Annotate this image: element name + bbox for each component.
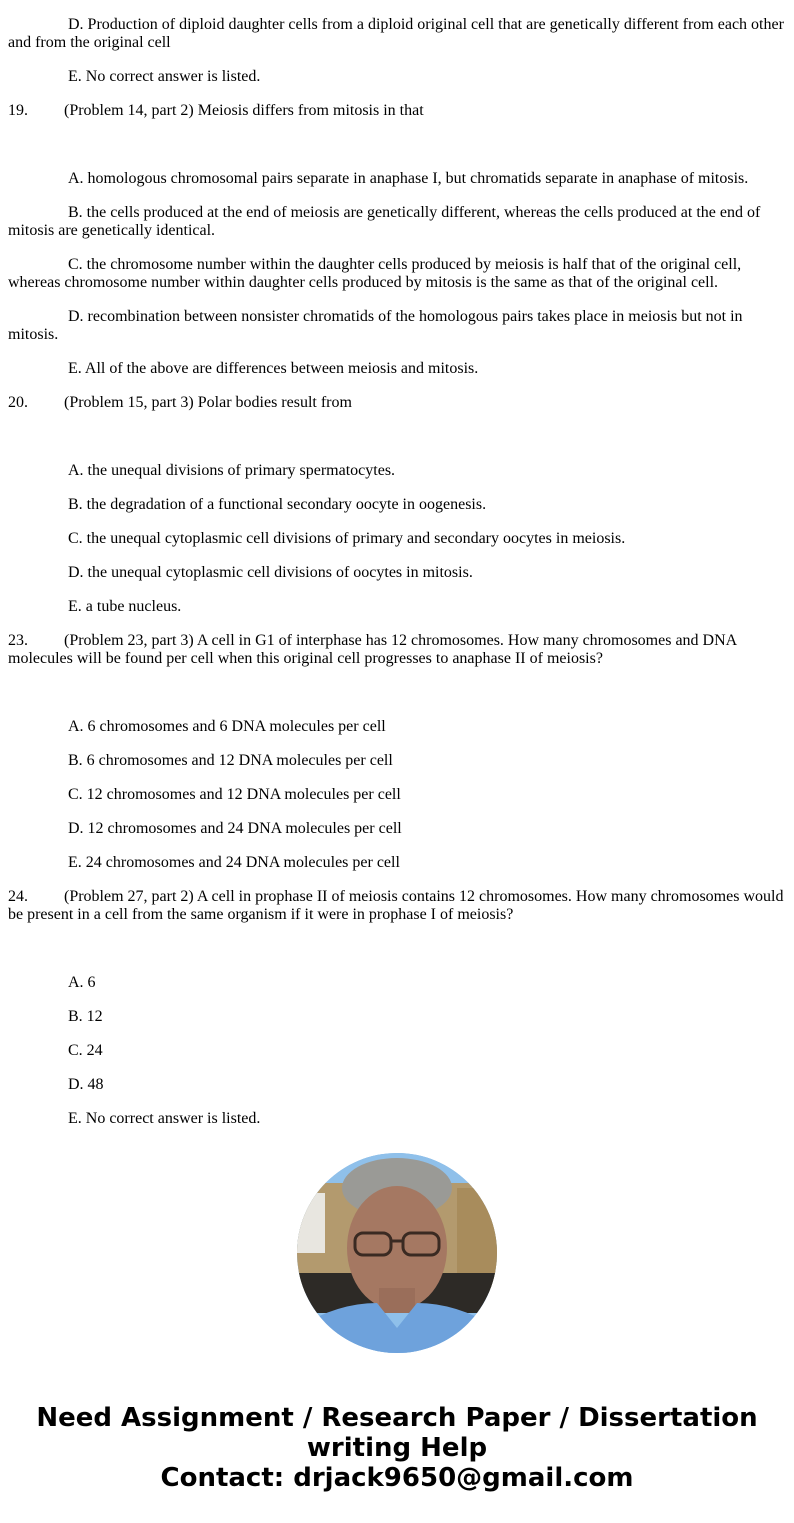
answer-option: A. 6 <box>68 974 96 991</box>
answer-option: B. 12 <box>68 1008 103 1025</box>
answer-option: A. homologous chromosomal pairs separate in anaphase I, but chromatids separate in anaphase of mitosis. <box>68 170 749 187</box>
question-number: 20. <box>8 394 28 411</box>
question-number: 24. <box>8 888 28 905</box>
answer-option: B. the cells produced at the end of meiosis are genetically different, whereas the cells produced at the end of mitosis are genetically identical. <box>8 204 761 239</box>
answer-option: C. the unequal cytoplasmic cell divisions of primary and secondary oocytes in meiosis. <box>68 530 626 547</box>
question <box>8 102 788 120</box>
question <box>8 888 788 924</box>
answer-option: E. No correct answer is listed. <box>68 68 261 85</box>
answer-option: D. 12 chromosomes and 24 DNA molecules per cell <box>68 820 402 837</box>
question-text: (Problem 14, part 2) Meiosis differs from mitosis in that <box>64 102 424 119</box>
question <box>8 394 788 412</box>
answer-option: C. 24 <box>68 1042 103 1059</box>
answer-option: E. All of the above are differences between meiosis and mitosis. <box>68 360 479 377</box>
answer-option: E. a tube nucleus. <box>68 598 182 615</box>
answer-option: D. the unequal cytoplasmic cell divisions of oocytes in mitosis. <box>68 564 473 581</box>
portrait-photo-icon <box>297 1153 497 1353</box>
avatar <box>297 1153 497 1353</box>
promo-banner <box>0 1403 794 1493</box>
question-text: (Problem 27, part 2) A cell in prophase II of meiosis contains 12 chromosomes. How many chromosomes would be present in a cell from the same organism if it were in prophase I of meiosis? <box>8 888 784 923</box>
promo-line-2: writing Help <box>306 1433 488 1463</box>
answer-option: E. 24 chromosomes and 24 DNA molecules per cell <box>68 854 400 871</box>
answer-option: C. 12 chromosomes and 12 DNA molecules per cell <box>68 786 401 803</box>
answer-option: D. 48 <box>68 1076 104 1093</box>
answer-option: C. the chromosome number within the daughter cells produced by meiosis is half that of the original cell, whereas chromosome number within daughter cells produced by mitosis is the same as that of the original cell. <box>8 256 742 291</box>
question-text: (Problem 15, part 3) Polar bodies result from <box>64 394 352 411</box>
answer-option: B. 6 chromosomes and 12 DNA molecules per cell <box>68 752 393 769</box>
answer-option: B. the degradation of a functional secondary oocyte in oogenesis. <box>68 496 487 513</box>
question <box>8 632 788 668</box>
answer-option: D. Production of diploid daughter cells from a diploid original cell that are genetically different from each other and from the original cell <box>8 16 784 51</box>
answer-option: E. No correct answer is listed. <box>68 1110 261 1126</box>
question-number: 19. <box>8 102 28 119</box>
answer-option: A. 6 chromosomes and 6 DNA molecules per cell <box>68 718 386 735</box>
answer-option: D. recombination between nonsister chromatids of the homologous pairs takes place in meiosis but not in mitosis. <box>8 308 743 343</box>
promo-line-1: Need Assignment / Research Paper / Dissertation <box>36 1403 758 1433</box>
promo-contact: Contact: drjack9650@gmail.com <box>160 1463 634 1493</box>
answer-option: A. the unequal divisions of primary spermatocytes. <box>68 462 396 479</box>
question-text: (Problem 23, part 3) A cell in G1 of interphase has 12 chromosomes. How many chromosomes and DNA molecules will be found per cell when this original cell progresses to anaphase II of meiosis? <box>8 632 737 667</box>
question-number: 23. <box>8 632 28 649</box>
